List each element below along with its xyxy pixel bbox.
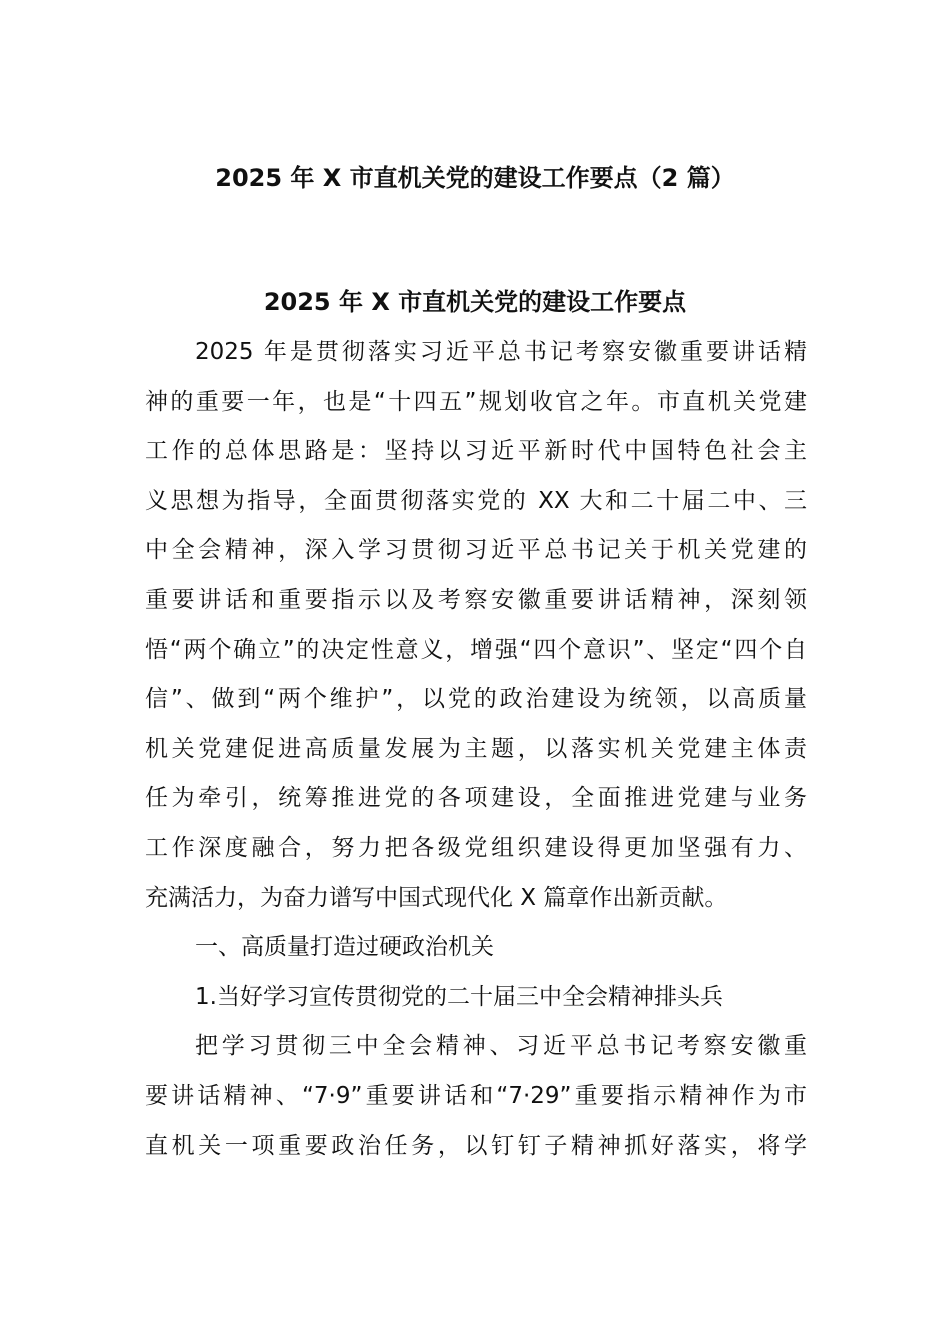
section-heading: 一、高质量打造过硬政治机关 bbox=[195, 934, 494, 961]
paragraph-line: 要讲话精神、“7·9”重要讲话和“7·29”重要指示精神作为市 bbox=[145, 1082, 807, 1109]
paragraph-line: 任为牵引，统筹推进党的各项建设，全面推进党建与业务 bbox=[145, 785, 807, 812]
document-main-title: 2025 年 X 市直机关党的建设工作要点（2 篇） bbox=[215, 164, 735, 192]
section-title: 2025 年 X 市直机关党的建设工作要点 bbox=[263, 288, 687, 316]
paragraph-line: 机关党建促进高质量发展为主题，以落实机关党建主体责 bbox=[145, 735, 807, 762]
paragraph-line: 工作的总体思路是：坚持以习近平新时代中国特色社会主 bbox=[145, 438, 807, 465]
body-text bbox=[145, 328, 807, 1171]
paragraph-line: 直机关一项重要政治任务，以钉钉子精神抓好落实，将学 bbox=[145, 1132, 807, 1159]
paragraph-line: 重要讲话和重要指示以及考察安徽重要讲话精神，深刻领 bbox=[145, 586, 807, 613]
paragraph-line: 充满活力，为奋力谱写中国式现代化 X 篇章作出新贡献。 bbox=[145, 884, 728, 911]
paragraph-line: 信”、做到“两个维护”，以党的政治建设为统领，以高质量 bbox=[145, 686, 807, 713]
paragraph-line: 工作深度融合，努力把各级党组织建设得更加坚强有力、 bbox=[145, 834, 807, 861]
subsection-heading: 1.当好学习宣传贯彻党的二十届三中全会精神排头兵 bbox=[195, 983, 723, 1010]
paragraph-line: 义思想为指导，全面贯彻落实党的 XX 大和二十届二中、三 bbox=[145, 487, 807, 514]
paragraph-line: 悟“两个确立”的决定性意义，增强“四个意识”、坚定“四个自 bbox=[145, 636, 807, 663]
paragraph-line: 2025 年是贯彻落实习近平总书记考察安徽重要讲话精 bbox=[195, 339, 807, 365]
paragraph-line: 把学习贯彻三中全会精神、习近平总书记考察安徽重 bbox=[195, 1033, 807, 1060]
paragraph-line: 中全会精神，深入学习贯彻习近平总书记关于机关党建的 bbox=[145, 537, 807, 564]
paragraph-line: 神的重要一年，也是“十四五”规划收官之年。市直机关党建 bbox=[145, 388, 807, 415]
